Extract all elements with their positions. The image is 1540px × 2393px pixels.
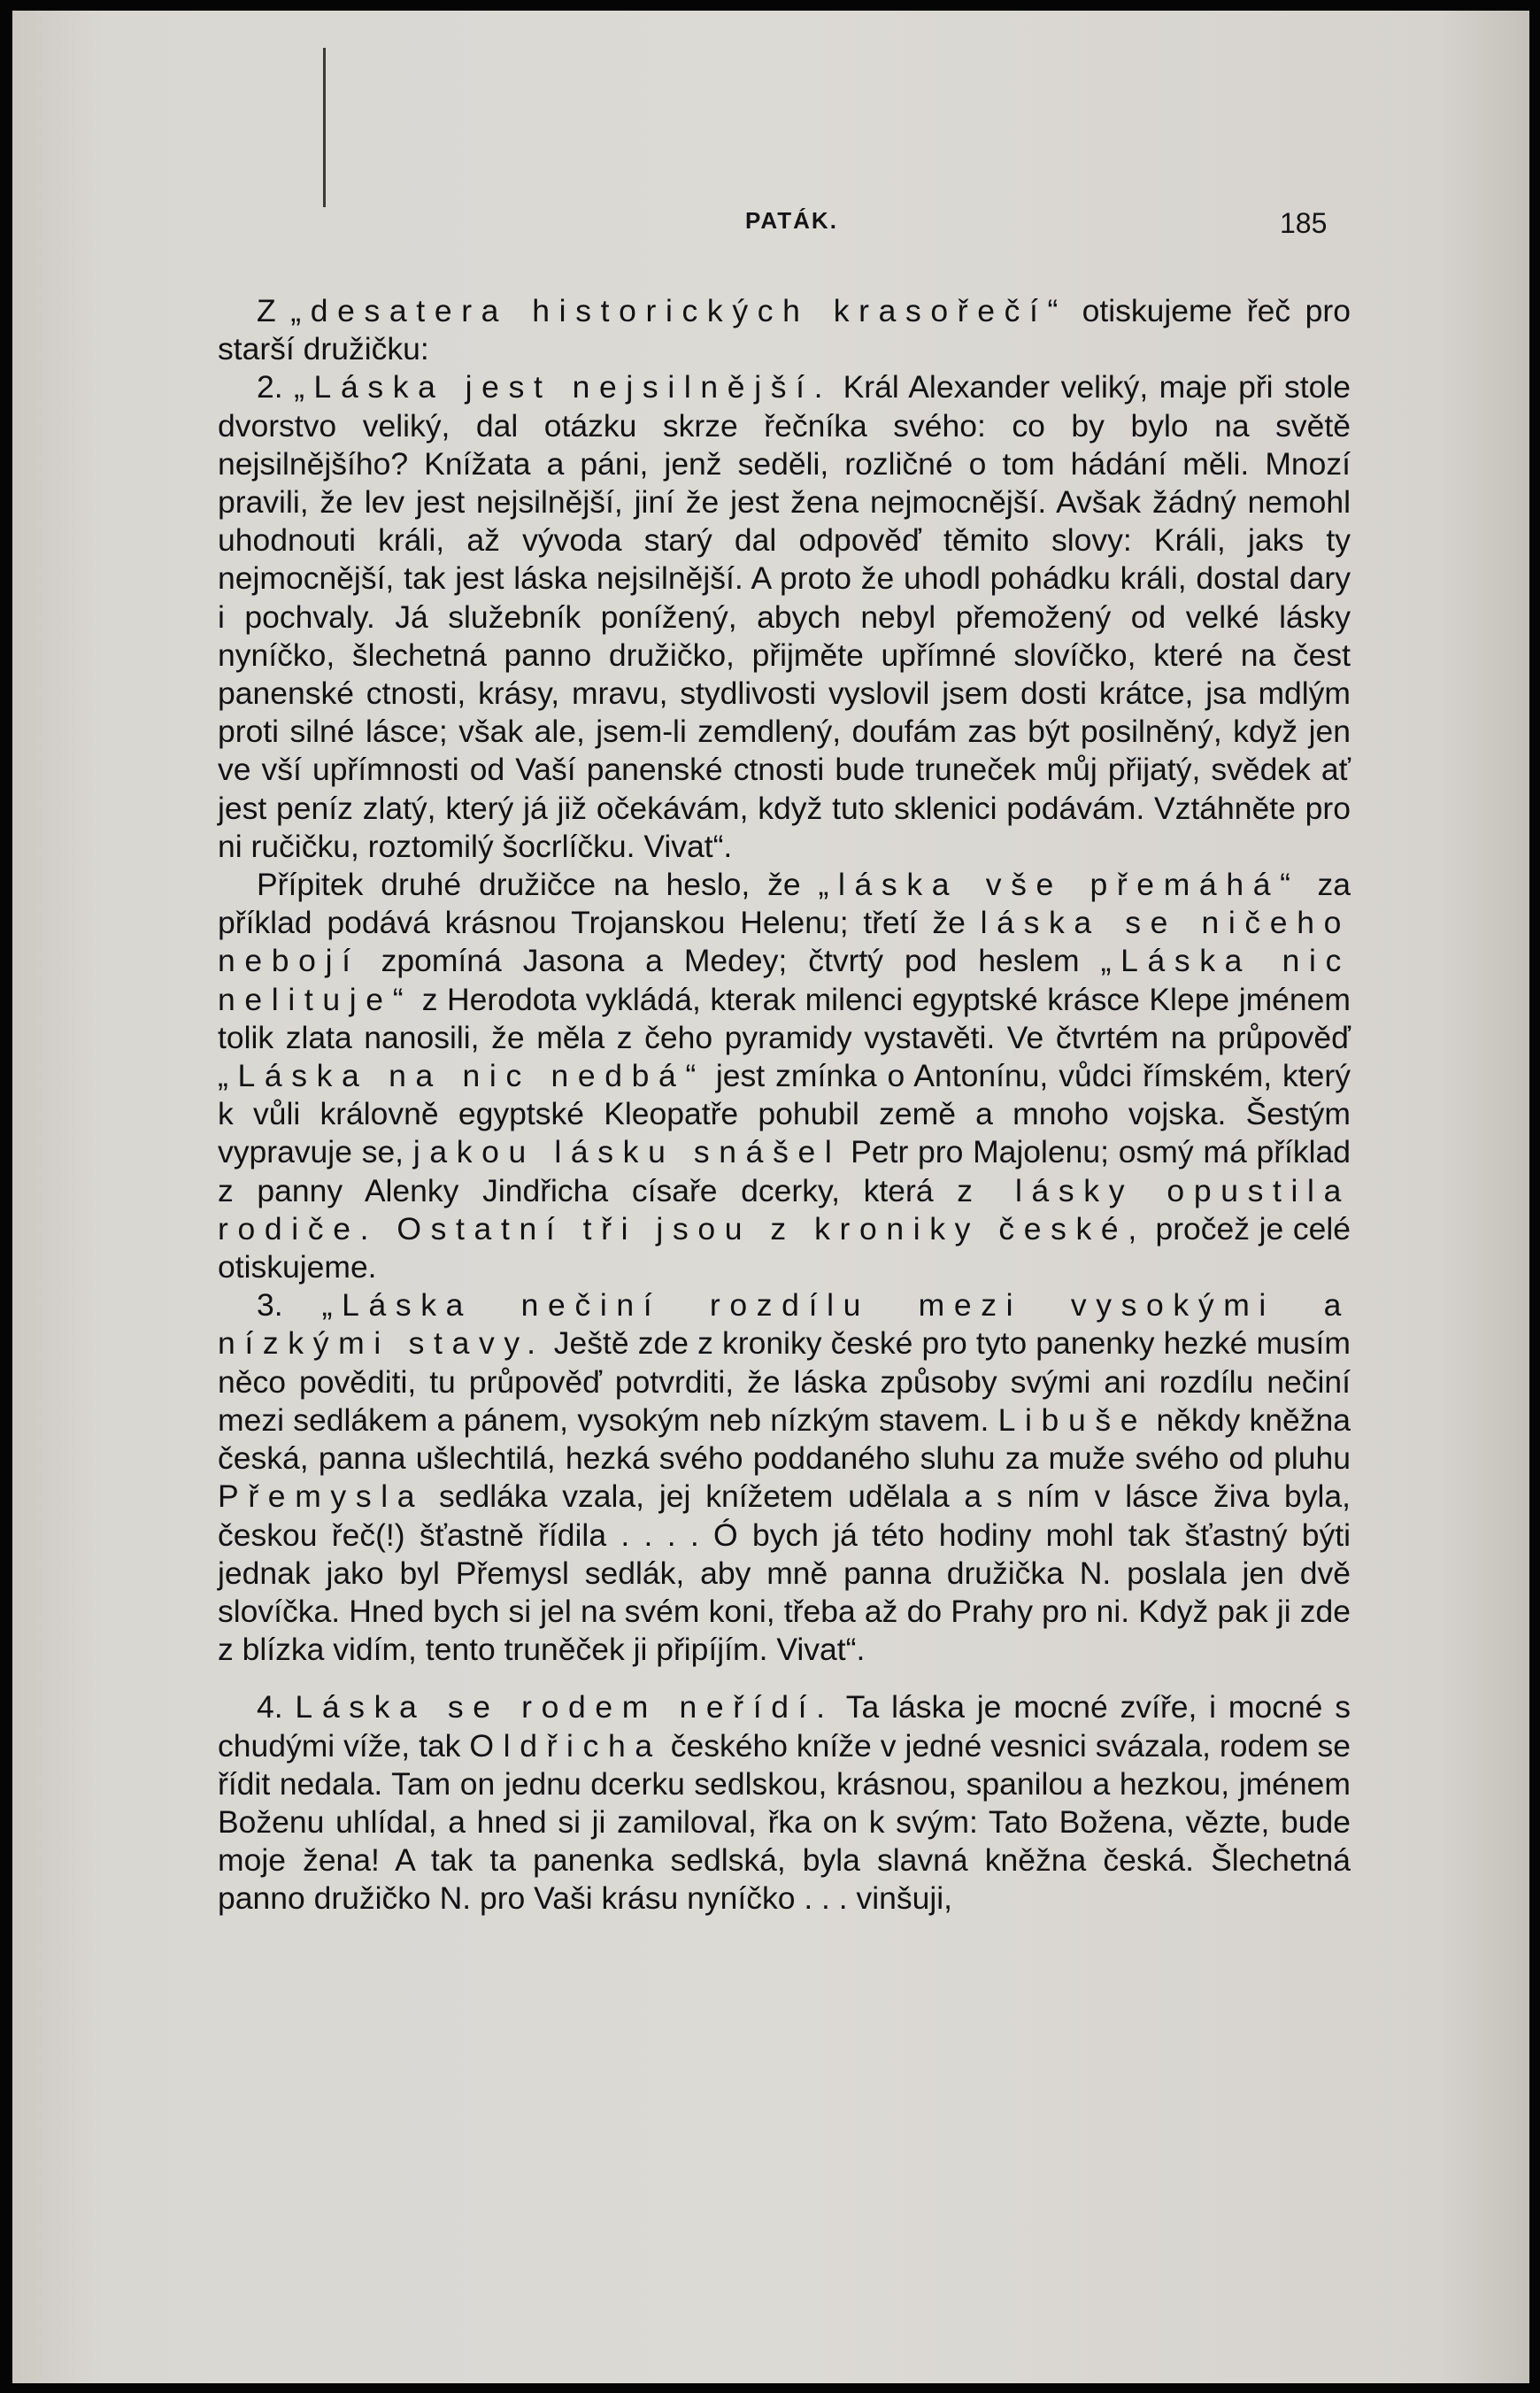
spaced-text-run: láska se ničeho nebojí: [218, 905, 1351, 979]
text-run: Petr pro Majolenu; osmý má příklad z panny Alenky Jindřicha císaře dcerky, která: [218, 1134, 1351, 1208]
spaced-text-run: z lásky opustila rodiče. Ostatní tři jsou z kroniky české,: [218, 1172, 1351, 1247]
text-run: jest zmínka o Antonínu, vůdci římském, který k vůli královně egyptské Kleopatře pohubil země a mnoho vojska. Šestým vypravuje se,: [218, 1058, 1351, 1170]
text-run: otiskujeme řeč pro starší družičku:: [218, 293, 1351, 367]
text-run: 3.: [257, 1287, 322, 1324]
text-run: Přípitek druhé družičce na heslo, že: [257, 867, 819, 903]
text-run: z Herodota vykládá, kterak milenci egyptské krásce Klepe jménem tolik zlata nanosili, že měla z čeho pyramidy vystavěti. Ve čtvrtém na průpověď: [218, 981, 1351, 1055]
book-page: [12, 11, 1529, 2383]
text-run: pročež je celé otiskujeme.: [218, 1210, 1351, 1285]
spaced-text-run: „Láska nečiní rozdílu mezi vysokými a nízkými stavy.: [218, 1287, 1351, 1362]
text-run: sedláka vzala, jej knížetem udělala a s ním v lásce živa byla, českou řeč(!) šťastně řídila . . . . Ó bych já této hodiny mohl tak šťastný býti jednak jako byl Přemysl sedlák, aby mně panna družička N. poslala jen dvě slovíčka. Hned bych si jel na svém koni, třeba až do Prahy pro ni. Když pak ji zde z blízka vidím, tento truněček ji připíjím. Vivat“.: [218, 1478, 1351, 1668]
paragraph-4: [218, 1688, 1351, 1918]
paragraph-pripitek: [218, 866, 1351, 1286]
margin-rule: [323, 48, 326, 207]
spaced-text-run: „láska vše přemáhá“: [818, 867, 1300, 903]
text-run: českého knížе v jedné vesnici svázala, rodem se řídit nedala. Tam on jednu dcerku sedlskou, krásnou, spanilou a hezkou, jménem Boženu uhlídal, a hned si ji zamiloval, řka on k svým: Tato Božena, vězte, bude moje žena! A tak ta panenka sedlská, byla slavná kněžna česká. Šlechetná panno družičko N. pro Vaši krásu nyníčko . . . vinšuji,: [218, 1727, 1351, 1917]
text-run: někdy kněžna česká, panna ušlechtilá, hezká svého poddaného sluhu za muže svého od pluhu: [218, 1401, 1351, 1477]
spaced-text-run: Přemysla: [218, 1478, 425, 1515]
spaced-text-run: „Láska na nic nedbá“: [218, 1058, 705, 1094]
text-run: 2.: [257, 369, 295, 405]
text-run: zpomíná Jasona a Medey; čtvrtý pod heslem: [359, 943, 1101, 979]
text-run: Ta láska je mocné zvíře, i mocné s chudými víže, tak: [218, 1689, 1351, 1764]
spaced-text-run: „Láska jest nejsilnější.: [294, 369, 833, 405]
text-run: 4.: [257, 1689, 296, 1725]
page-number: 185: [1280, 207, 1328, 239]
page-header: [12, 207, 1529, 243]
main-text: [218, 292, 1351, 1918]
spaced-text-run: „desatera historických krasořečí“: [290, 293, 1068, 328]
paragraph-2: [218, 368, 1351, 866]
paragraph-3: [218, 1286, 1351, 1669]
running-title: PATÁK.: [745, 207, 838, 234]
text-run: Z: [257, 293, 291, 328]
text-run: Král Alexander veliký, maje při stole dvorstvo veliký, dal otázku skrze řečníka svého: co by bylo na světě nejsilnějšího? Knížata a páni, jenž seděli, rozličné o tom hádání měli. Mnozí pravili, že lev jest nejsilnější, jiní že jest žena nejmocnější. Avšak žádný nemohl uhodnouti králi, až vývoda starý dal odpověď těmito slovy: Králi, jaks ty nejmocnější, tak jest láska nejsilnější. A proto že uhodl pohádku králi, dostal dary i pochvaly. Já služebník ponížený, abych nebyl přemožený od velké lásky nyníčko, šlechetná panno družičko, přijměte upřímné slovíčko, které na čest panenské ctnosti, krásy, mravu, stydlivosti vyslovil jsem dosti krátce, jsa mdlým proti silné lásce; však ale, jsem-li zemdlený, doufám zas být posilněný, když jen ve vší upřímnosti od Vaší panenské ctnosti bude truneček můj přijatý, svědek ať jest peníz zlatý, který já již očekávám, když tuto sklenici podávám. Vztáhněte pro ni ručičku, roztomilý šocrlíčku. Vivat“.: [218, 369, 1351, 864]
paragraph-intro: [218, 292, 1351, 368]
spaced-text-run: jakou lásku snášel: [412, 1134, 842, 1170]
spaced-text-run: Láska se rodem neřídí.: [295, 1689, 835, 1725]
text-run: za příklad podává krásnou Trojanskou Helenu; třetí že: [218, 867, 1351, 941]
text-run: Ještě zde z kroniky české pro tyto panenky hezké musím něco pověditi, tu průpověď potvrditi, že láska způsoby svými ani rozdílu nečiní mezi sedlákem a pánem, vysokým neb nízkým stavem.: [218, 1325, 1351, 1438]
spaced-text-run: Oldřicha: [469, 1727, 662, 1764]
spaced-text-run: Libuše: [997, 1401, 1148, 1438]
spaced-text-run: „Láska nic nelituje“: [218, 943, 1351, 1017]
